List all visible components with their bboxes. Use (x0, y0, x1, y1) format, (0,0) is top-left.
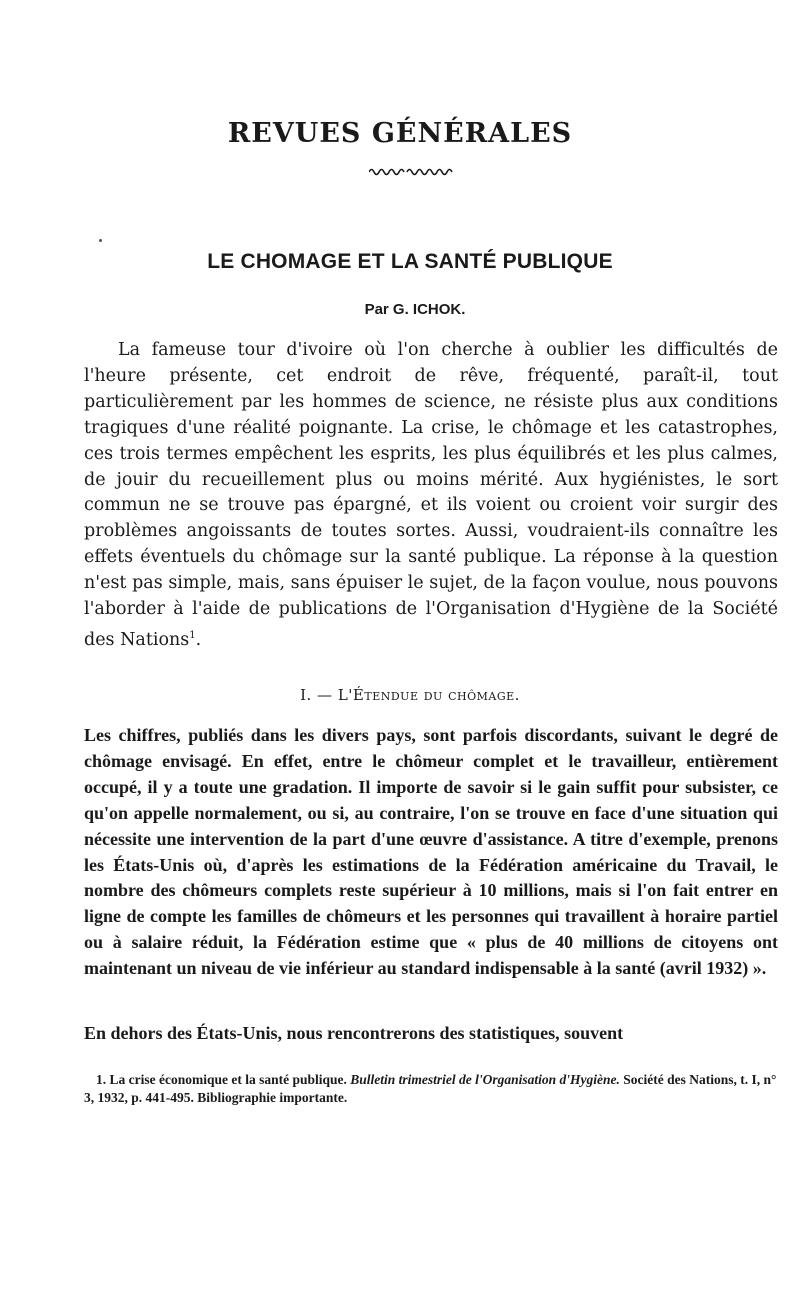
intro-end: . (195, 629, 202, 650)
body-paragraph-2: En dehors des États-Unis, nous rencontrerons des statistiques, souvent (84, 1023, 624, 1043)
footnote-journal: Bulletin trimestriel de l'Organisation d'Hygiène. (350, 1072, 620, 1087)
intro-text: La fameuse tour d'ivoire où l'on cherche à oublier les difficultés de l'heure présente, cet endroit de rêve, fréquenté, paraît-il, tout particulièrement par les hommes de science, ne résiste plus aux conditions tragiques d'une réalité poignante. La crise, le chômage et les catastrophes, ces trois termes empêchent les esprits, les plus équilibrés et les plus calmes, de jouir du recueillement plus ou moins mérité. Aux hygiénistes, le sort commun ne se trouve pas épargné, et ils voient ou croient voir surgir des problèmes angoissants de toutes sortes. Aussi, voudraient-ils connaître les effets éventuels du chômage sur la santé publique. La réponse à la question n'est pas simple, mais, sans épuiser le sujet, de la façon voulue, nous pouvons l'aborder à l'aide de publications de l'Organisation d'Hygiène de la Société des Nations (84, 340, 778, 650)
footnote-text: La crise économique et la santé publique. (109, 1072, 347, 1087)
chapter-number: I. — (300, 686, 333, 704)
section-title: REVUES GÉNÉRALES (227, 118, 573, 149)
footnote (84, 1071, 778, 1107)
author-byline: Par G. ICHOK. (364, 301, 466, 318)
print-speck (99, 239, 102, 242)
wavy-ornament (369, 166, 453, 178)
footnote-number: 1. (96, 1072, 107, 1087)
footnote-reference: 1 (189, 629, 196, 641)
intro-paragraph (84, 338, 778, 654)
body-paragraph-1: Les chiffres, publiés dans les divers pays, sont parfois discordants, suivant le degré de chômage envisagé. En effet, entre le chômeur complet et le travailleur, entièrement occupé, il y a toute une gradation. Il importe de savoir si le gain suffit pour subsister, ce qu'on appelle normalement, ou si, au contraire, l'on se trouve en face d'une situation qui nécessite une intervention de la part d'une œuvre d'assistance. A titre d'exemple, prenons les États-Unis où, d'après les estimations de la Fédération américaine du Travail, le nombre des chômeurs complets reste supérieur à 10 millions, mais si l'on fait entrer en ligne de compte les familles de chômeurs et les personnes qui travaillent à horaire partiel ou à salaire réduit, la Fédération estime que « plus de 40 millions de citoyens ont maintenant un niveau de vie inférieur au standard indispensable à la santé (avril 1932) ». (84, 725, 778, 979)
chapter-heading (0, 686, 800, 704)
footnote-details: Société des Nations, t. I, n° 3, 1932, p. 441-495. Bibliographie importante. (84, 1072, 777, 1105)
chapter-title: L'Étendue du chômage. (337, 686, 520, 704)
article-title: LE CHOMAGE ET LA SANTÉ PUBLIQUE (207, 250, 613, 273)
